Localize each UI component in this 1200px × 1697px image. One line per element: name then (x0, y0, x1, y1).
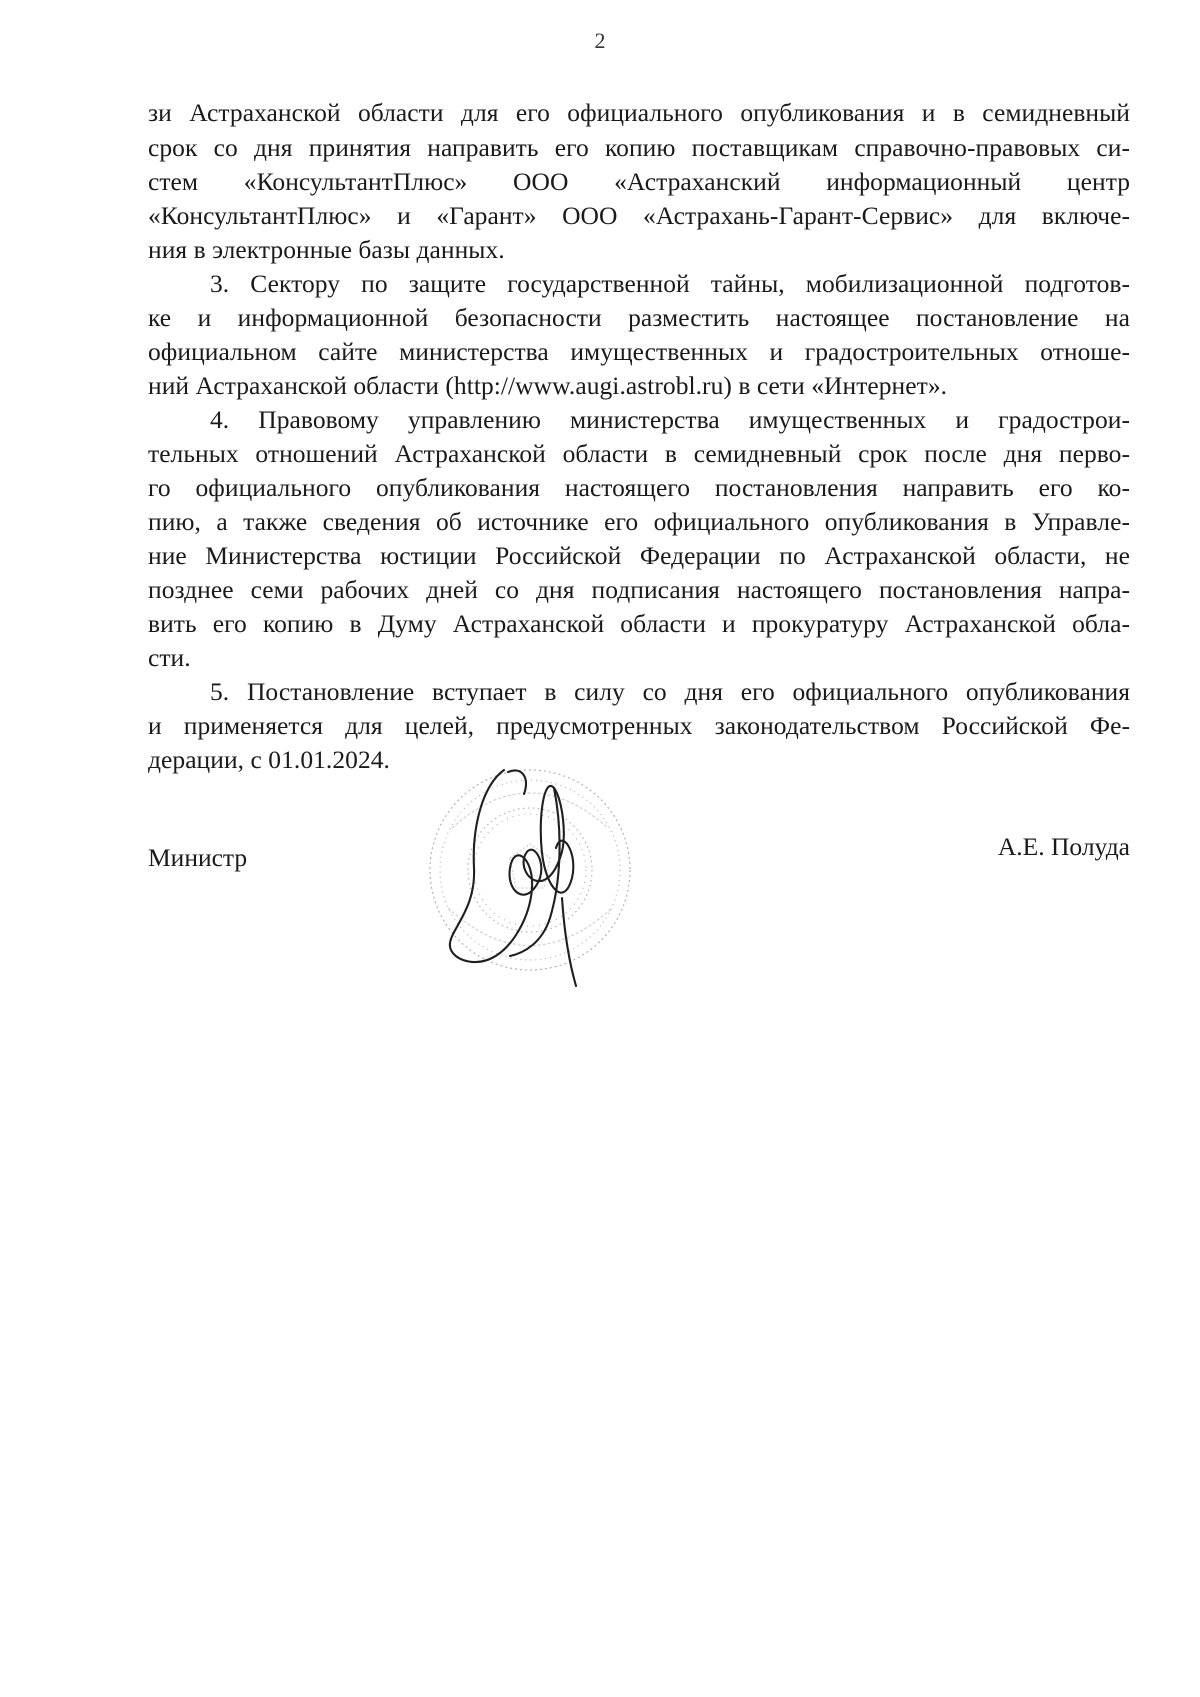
text-line: «КонсультантПлюс» и «Гарант» ООО «Астрахань-Гарант-Сервис» для включе- (148, 201, 1130, 230)
text-line: ния в электронные базы данных. (148, 235, 505, 264)
paragraph-4-line: 4. Правовому управлению министерства имущественных и градострои- (210, 405, 1130, 434)
paragraph-3-line: 3. Сектору по защите государственной тайны, мобилизационной подготов- (210, 269, 1130, 298)
paragraph-4-line: го официального опубликования настоящего постановления направить его ко- (148, 473, 1130, 502)
text-line: стем «КонсультантПлюс» ООО «Астраханский информационный центр (148, 167, 1130, 196)
paragraph-5-line: и применяется для целей, предусмотренных законодательством Российской Фе- (148, 711, 1130, 740)
paragraph-3-line: ний Астраханской области (http://www.augi.astrobl.ru) в сети «Интернет». (148, 371, 948, 400)
paragraph-5-line: дерации, с 01.01.2024. (148, 745, 390, 774)
signatory-title: Министр (148, 843, 248, 872)
paragraph-5-line: 5. Постановление вступает в силу со дня его официального опубликования (210, 677, 1130, 706)
stamp-and-signature (412, 758, 652, 1008)
paragraph-4-line: ние Министерства юстиции Российской Федерации по Астраханской области, не (148, 541, 1130, 570)
paragraph-3-line: официальном сайте министерства имущественных и градостроительных отноше- (148, 337, 1130, 366)
paragraph-4-line: вить его копию в Думу Астраханской области и прокуратуру Астраханской обла- (148, 609, 1130, 638)
page-number: 2 (594, 28, 606, 53)
paragraph-4-line: пию, а также сведения об источнике его официального опубликования в Управле- (148, 507, 1130, 536)
text-line: срок со дня принятия направить его копию поставщикам справочно-правовых си- (148, 133, 1130, 162)
paragraph-3-line: ке и информационной безопасности разместить настоящее постановление на (148, 303, 1130, 332)
paragraph-4-line: позднее семи рабочих дней со дня подписания настоящего постановления напра- (148, 575, 1130, 604)
paragraph-4-line: сти. (148, 643, 191, 672)
signatory-name: А.Е. Полуда (997, 832, 1130, 861)
paragraph-4-line: тельных отношений Астраханской области в семидневный срок после дня перво- (148, 439, 1130, 468)
text-line: зи Астраханской области для его официального опубликования и в семидневный (148, 98, 1130, 127)
